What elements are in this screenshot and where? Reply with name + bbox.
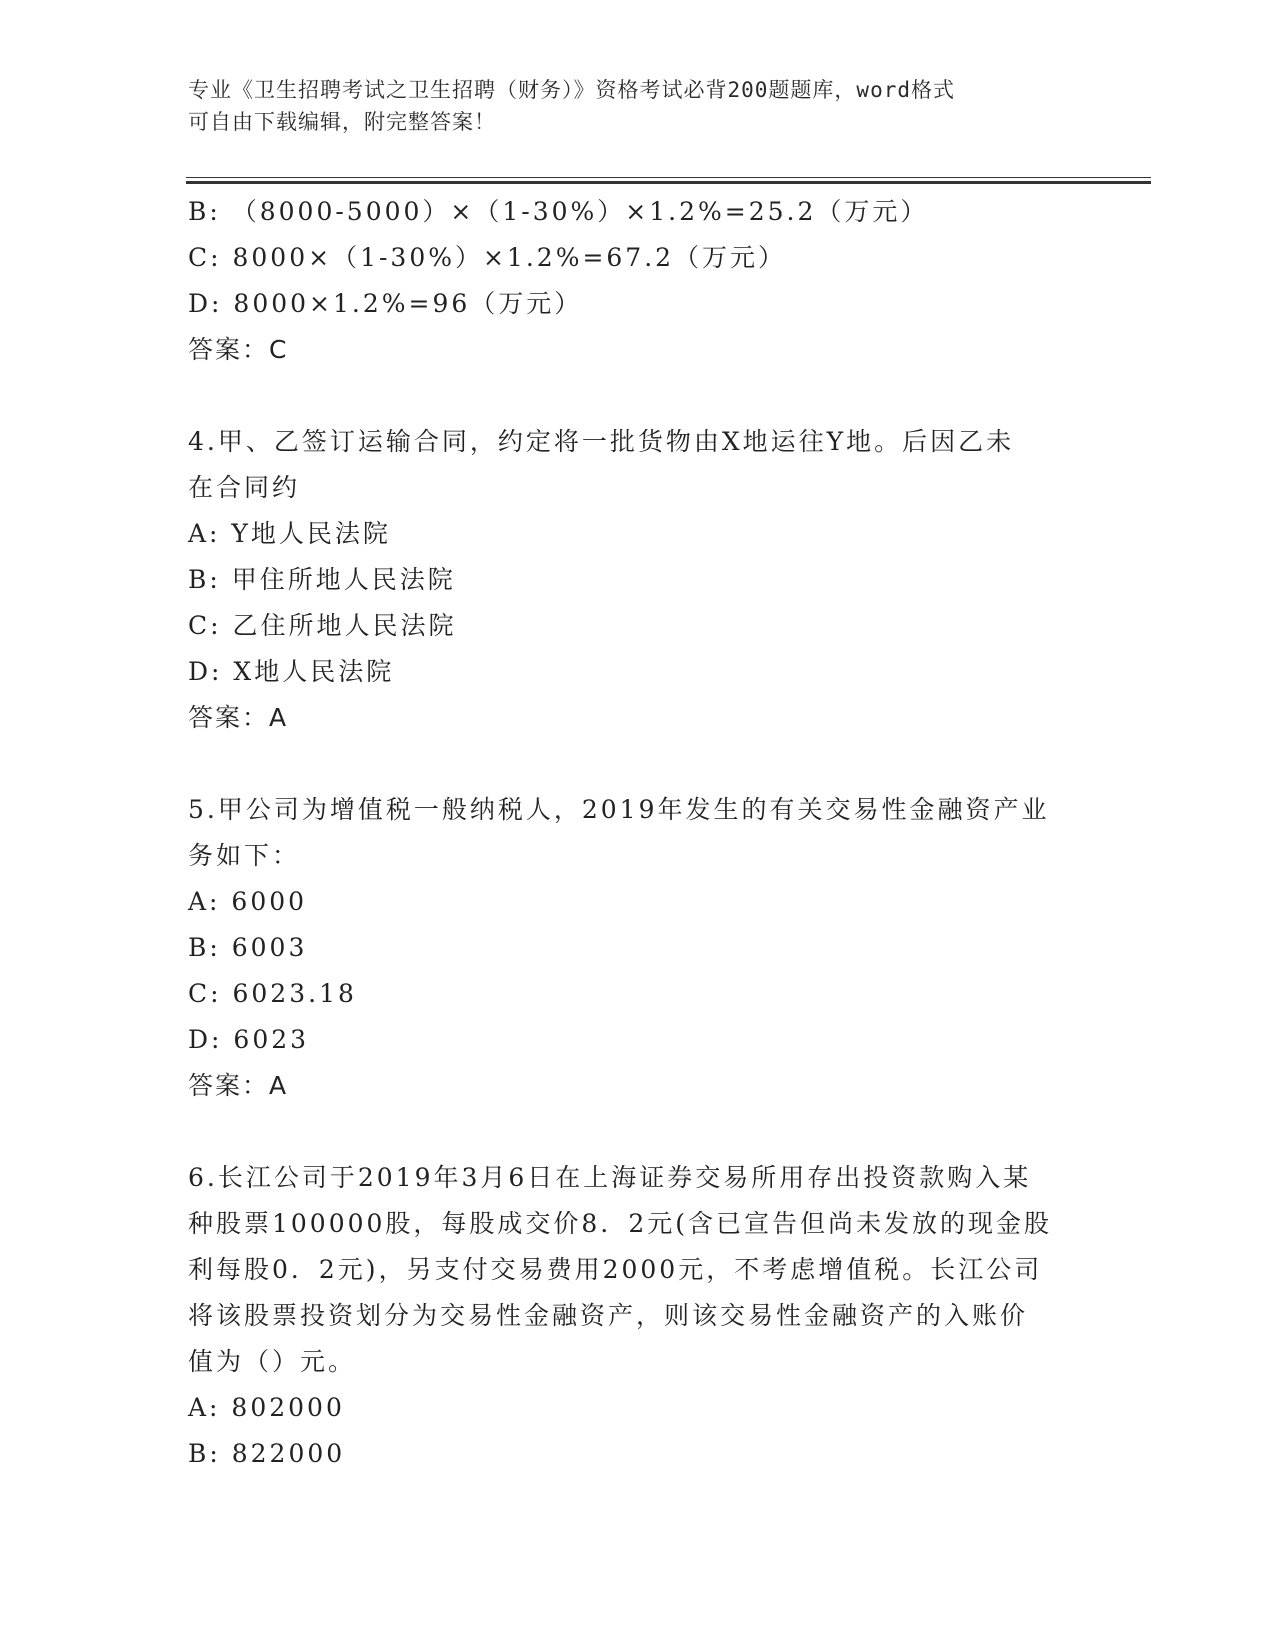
option-a: A: 802000 (188, 1393, 345, 1422)
spacer (188, 741, 1088, 787)
header-title-line-2: 可自由下载编辑，附完整答案！ (188, 110, 496, 134)
option-d: D: X地人民法院 (188, 657, 395, 686)
option-c: C: 6023.18 (188, 979, 357, 1008)
question-stem-line: 务如下： (188, 841, 301, 870)
question-stem-line: 4.甲、乙签订运输合同，约定将一批货物由X地运往Y地。后因乙未 (188, 427, 1015, 456)
option-b: B: 822000 (188, 1439, 346, 1468)
question-3 (188, 189, 1088, 373)
question-stem-line: 在合同约 (188, 473, 301, 502)
option-b: B: 甲住所地人民法院 (188, 565, 456, 594)
question-6 (188, 1155, 1088, 1477)
option-b: B: 6003 (188, 933, 308, 962)
answer-line: 答案：A (188, 1071, 289, 1100)
option-a: A: 6000 (188, 887, 308, 916)
option-c: C: 乙住所地人民法院 (188, 611, 457, 640)
option-d: D: 6023 (188, 1025, 310, 1054)
question-stem-line: 种股票100000股，每股成交价8．2元(含已宣告但尚未发放的现金股 (188, 1209, 1053, 1238)
header-divider-thin (186, 177, 1151, 178)
question-5 (188, 787, 1088, 1109)
header-title-line-1: 专业《卫生招聘考试之卫生招聘（财务）》资格考试必背200题题库，word格式 (188, 78, 955, 102)
answer-line: 答案：C (188, 335, 289, 364)
question-stem-line: 6.长江公司于2019年3月6日在上海证券交易所用存出投资款购入某 (188, 1163, 1032, 1192)
answer-line: 答案：A (188, 703, 289, 732)
option-b: B: （8000-5000）×（1-30%）×1.2%=25.2（万元） (188, 197, 929, 226)
header-divider-thick (186, 181, 1151, 184)
option-d: D: 8000×1.2%=96（万元） (188, 289, 583, 318)
question-list (188, 189, 1088, 1477)
question-stem-line: 5.甲公司为增值税一般纳税人，2019年发生的有关交易性金融资产业 (188, 795, 1050, 824)
question-stem-line: 将该股票投资划分为交易性金融资产，则该交易性金融资产的入账价 (188, 1301, 1029, 1330)
question-stem-line: 值为（）元。 (188, 1347, 357, 1376)
option-c: C: 8000×（1-30%）×1.2%=67.2（万元） (188, 243, 787, 272)
question-4 (188, 419, 1088, 741)
option-a: A: Y地人民法院 (188, 519, 391, 548)
document-header (188, 74, 1068, 138)
spacer (188, 1109, 1088, 1155)
spacer (188, 373, 1088, 419)
question-stem-line: 利每股0．2元)，另支付交易费用2000元，不考虑增值税。长江公司 (188, 1255, 1043, 1284)
